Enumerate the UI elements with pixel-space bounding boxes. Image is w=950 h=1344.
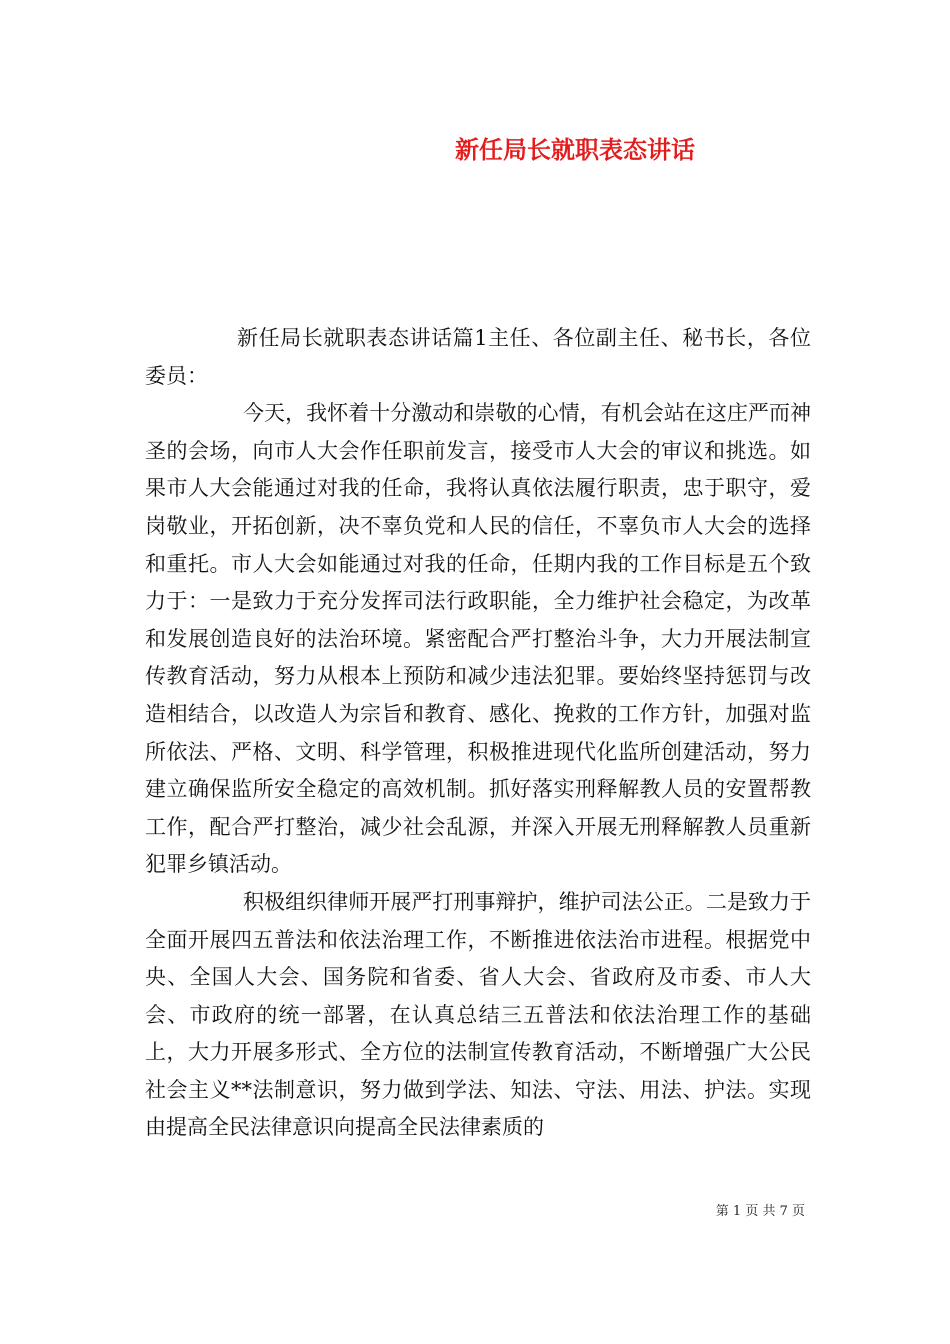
paragraph-legal-education: 积极组织律师开展严打刑事辩护，维护司法公正。二是致力于全面开展四五普法和依法治理工作，不断推进依法治市进程。根据党中央、全国人大会、国务院和省委、省人大会、省政府及市委、市人大会、市政府的统一部署，在认真总结三五普法和依法治理工作的基础上，大力开展多形式、全方位的法制宣传教育活动，不断增强广大公民社会主义**法制意识，努力做到学法、知法、守法、用法、护法。实现由提高全民法律意识向提高全民法律素质的 — [145, 889, 811, 1140]
paragraph-goals: 今天，我怀着十分激动和崇敬的心情，有机会站在这庄严而神圣的会场，向市人大会作任职前发言，接受市人大会的审议和挑选。如果市人大会能通过对我的任命，我将认真依法履行职责，忠于职守，爱岗敬业，开拓创新，决不辜负党和人民的信任，不辜负市人大会的选择和重托。市人大会如能通过对我的任命，任期内我的工作目标是五个致力于：一是致力于充分发挥司法行政职能，全力维护社会稳定，为改革和发展创造良好的法治环境。紧密配合严打整治斗争，大力开展法制宣传教育活动，努力从根本上预防和减少违法犯罪。要始终坚持惩罚与改造相结合，以改造人为宗旨和教育、感化、挽救的工作方针，加强对监所依法、严格、文明、科学管理，积极推进现代化监所创建活动，努力建立确保监所安全稳定的高效机制。抓好落实刑释解教人员的安置帮教工作，配合严打整治，减少社会乱源，并深入开展无刑释解教人员重新犯罪乡镇活动。 — [145, 401, 811, 877]
paragraph-greeting: 新任局长就职表态讲话篇1主任、各位副主任、秘书长，各位委员： — [145, 326, 811, 388]
document-title: 新任局长就职表态讲话 — [455, 135, 695, 164]
page-number: 第 1 页 共 7 页 — [715, 1204, 805, 1219]
document-body — [145, 320, 811, 1147]
